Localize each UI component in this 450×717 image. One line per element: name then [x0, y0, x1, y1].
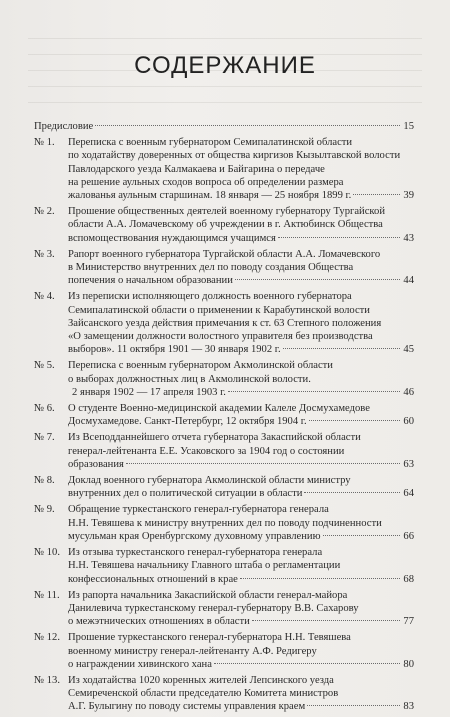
- dot-leader: [353, 193, 400, 195]
- table-of-contents: [34, 120, 414, 717]
- entry-line: «О замещении должности волостного управителя без производства: [68, 331, 373, 343]
- toc-entry: [34, 589, 414, 629]
- entry-line: Переписка с военным губернатором Семипалатинской области: [68, 137, 353, 149]
- entry-line: генерал-лейтенанта Е.Е. Усаковского за 1904 год о состоянии: [68, 445, 345, 457]
- entry-text: [68, 248, 414, 288]
- entry-last-line: [68, 232, 414, 245]
- entry-text: [68, 402, 414, 428]
- entry-line: Из ходатайства 1020 коренных жителей Лепсинского уезда: [68, 674, 334, 686]
- dot-leader: [323, 534, 401, 536]
- entry-line: выборов». 11 октября 1901 — 30 января 1902 г.: [68, 344, 281, 356]
- entry-number: № 6.: [34, 403, 55, 415]
- entry-last-line: [68, 615, 414, 628]
- entry-text: [68, 546, 414, 586]
- entry-number: № 13.: [34, 674, 60, 686]
- entry-line: на решение аульных сходов вопроса об определении размера: [68, 176, 344, 188]
- entry-line: Данилевича туркестанскому генерал-губернатору В.В. Сахарову: [68, 602, 359, 614]
- dot-leader: [304, 491, 400, 493]
- entry-line: жалованья аульным старшинам. 18 января — 25 ноября 1899 г.: [68, 190, 352, 202]
- entry-number: № 3.: [34, 248, 55, 260]
- dot-leader: [228, 390, 400, 392]
- entry-text: [68, 359, 414, 399]
- entry-line: образования: [68, 458, 124, 470]
- entry-number: № 7.: [34, 432, 55, 444]
- dot-leader: [240, 577, 400, 579]
- page-title: СОДЕРЖАНИЕ: [134, 52, 316, 79]
- entry-number: № 5.: [34, 360, 55, 372]
- entry-line: Из Всеподданнейшего отчета губернатора Закаспийской области: [68, 432, 361, 444]
- entry-line: попечения о начальном образовании: [68, 275, 233, 287]
- entry-line: А.Г. Булыгину по поводу системы управления краем: [68, 701, 306, 713]
- entry-line: конфессиональных отношений в крае: [68, 573, 238, 585]
- page-number: 43: [403, 232, 414, 244]
- entry-line: Обращение туркестанского генерал-губернатора генерала: [68, 504, 329, 516]
- entry-line: области А.А. Ломачевскому об учреждении в г. Актюбинск Общества: [68, 219, 383, 231]
- page-number: 77: [403, 616, 414, 628]
- entry-line: по ходатайству доверенных от общества киргизов Кызылтавской волости: [68, 150, 401, 162]
- entry-text: [68, 674, 414, 714]
- page-number: 60: [403, 416, 414, 428]
- entry-line: Семипалатинской области о применении к Карабутинской волости: [68, 304, 370, 316]
- toc-entry: [34, 402, 414, 428]
- toc-entry: [34, 359, 414, 399]
- entry-text: [68, 631, 414, 671]
- toc-entry: [34, 503, 414, 543]
- entry-text: [68, 589, 414, 629]
- entry-line: Досмухамедове. Санкт-Петербург, 12 октября 1904 г.: [68, 416, 307, 428]
- page-number: 68: [403, 573, 414, 585]
- page-number: 39: [403, 190, 414, 202]
- page-number: 44: [403, 275, 414, 287]
- entry-line: Из переписки исполняющего должность военного губернатора: [68, 291, 352, 303]
- entry-number: № 9.: [34, 504, 55, 516]
- entry-line: военному министру генерал-лейтенанту А.Ф. Редигеру: [68, 645, 317, 657]
- entry-last-line: [68, 386, 414, 399]
- entry-line: в Министерство внутренних дел по поводу создания Общества: [68, 262, 354, 274]
- toc-entries: [34, 136, 414, 713]
- page-number: 46: [403, 386, 414, 398]
- entry-line: Переписка с военным губернатором Акмолинской области: [68, 360, 333, 372]
- toc-entry: [34, 631, 414, 671]
- entry-number: № 11.: [34, 589, 60, 601]
- toc-entry: [34, 205, 414, 245]
- page-number: 45: [403, 344, 414, 356]
- entry-last-line: [68, 274, 414, 287]
- toc-entry: [34, 431, 414, 471]
- entry-last-line: [68, 415, 414, 428]
- entry-last-line: [68, 189, 414, 202]
- entry-number: № 8.: [34, 475, 55, 487]
- toc-entry: [34, 248, 414, 288]
- entry-line: о межэтнических отношениях в области: [68, 616, 250, 628]
- entry-last-line: [68, 487, 414, 500]
- toc-entry: [34, 474, 414, 500]
- entry-line: Доклад военного губернатора Акмолинской области министру: [68, 475, 351, 487]
- entry-last-line: [68, 700, 414, 713]
- entry-line: внутренних дел о политической ситуации в области: [68, 488, 303, 500]
- entry-number: № 1.: [34, 137, 55, 149]
- entry-line: мусульман края Оренбургскому духовному управлению: [68, 530, 321, 542]
- page-number: 63: [403, 458, 414, 470]
- entry-line: Прошение туркестанского генерал-губернатора Н.Н. Тевяшева: [68, 632, 351, 644]
- dot-leader: [95, 124, 400, 126]
- entry-line: вспомоществования нуждающимся учащимся: [68, 232, 276, 244]
- toc-entry: [34, 290, 414, 356]
- toc-entry: [34, 546, 414, 586]
- page-number: 80: [403, 658, 414, 670]
- entry-number: № 10.: [34, 547, 60, 559]
- page-number: 15: [403, 121, 414, 132]
- entry-line: о выборах должностных лиц в Акмолинской волости.: [68, 373, 311, 385]
- page-number: 66: [403, 530, 414, 542]
- entry-line: Из рапорта начальника Закаспийской области генерал-майора: [68, 589, 348, 601]
- page-number: 64: [403, 488, 414, 500]
- dot-leader: [309, 419, 400, 421]
- entry-text: [68, 503, 414, 543]
- page-number: 83: [403, 701, 414, 713]
- entry-text: [68, 290, 414, 356]
- entry-line: Зайсанского уезда действия примечания к ст. 63 Степного положения: [68, 317, 382, 329]
- entry-last-line: [68, 658, 414, 671]
- entry-line: 2 января 1902 — 17 апреля 1903 г.: [72, 386, 226, 398]
- entry-text: [68, 205, 414, 245]
- dot-leader: [278, 236, 400, 238]
- entry-line: Рапорт военного губернатора Тургайской области А.А. Ломачевского: [68, 248, 381, 260]
- entry-line: Павлодарского уезда Калмакаева и Байгарина о передаче: [68, 163, 325, 175]
- toc-entry: [34, 136, 414, 202]
- entry-number: № 4.: [34, 291, 55, 303]
- preface-label: Предисловие: [34, 121, 94, 132]
- dot-leader: [252, 619, 400, 621]
- entry-text: [68, 431, 414, 471]
- entry-number: № 2.: [34, 206, 55, 218]
- dot-leader: [214, 662, 400, 664]
- entry-number: № 12.: [34, 632, 60, 644]
- entry-line: Семиреченской области председателю Комитета министров: [68, 688, 339, 700]
- entry-last-line: [68, 458, 414, 471]
- entry-line: Прошение общественных деятелей военному губернатору Тургайской: [68, 206, 385, 218]
- entry-text: [68, 136, 414, 202]
- entry-line: О студенте Военно-медицинской академии Калеле Досмухамедове: [68, 403, 370, 415]
- toc-entry: [34, 674, 414, 714]
- entry-last-line: [68, 573, 414, 586]
- entry-line: Из отзыва туркестанского генерал-губернатора генерала: [68, 547, 323, 559]
- entry-line: о награждении хивинского хана: [68, 658, 212, 670]
- dot-leader: [235, 278, 400, 280]
- dot-leader: [126, 462, 400, 464]
- dot-leader: [307, 704, 400, 706]
- entry-text: [68, 474, 414, 500]
- dot-leader: [283, 347, 400, 349]
- toc-entry-preface: [34, 120, 414, 133]
- entry-last-line: [68, 343, 414, 356]
- entry-last-line: [68, 530, 414, 543]
- entry-line: Н.Н. Тевяшева к министру внутренних дел по поводу подчиненности: [68, 517, 382, 529]
- entry-line: Н.Н. Тевяшева начальнику Главного штаба о регламентации: [68, 560, 341, 572]
